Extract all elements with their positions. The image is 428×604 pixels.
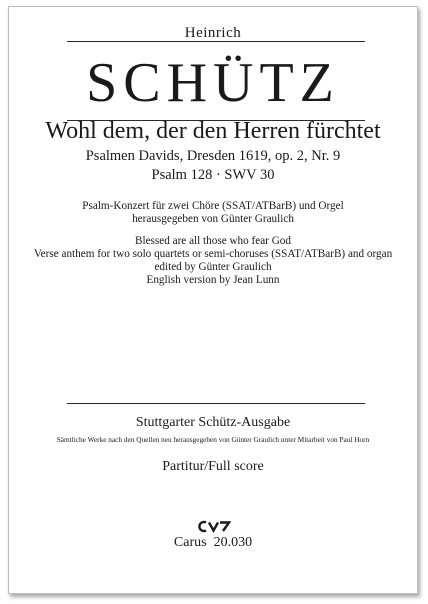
series-subtitle: Sämtliche Werke nach den Quellen neu herausgegeben von Günter Graulich unter Mitarbeit von Paul Horn: [56, 435, 370, 444]
cover-page: [8, 6, 418, 594]
german-description-line: herausgegeben von Günter Graulich: [132, 213, 294, 225]
score-type: Partitur/Full score: [162, 459, 264, 474]
english-description-line: edited by Günter Graulich: [154, 261, 272, 273]
english-description-line: English version by Jean Lunn: [146, 274, 280, 286]
series-rule: [67, 403, 365, 404]
work-title: Wohl dem, der den Herren fürchtet: [45, 118, 381, 144]
series-name: Stuttgarter Schütz-Ausgabe: [135, 415, 291, 430]
composer-surname: SCHÜTZ: [86, 52, 340, 114]
composer-first-name: Heinrich: [184, 25, 242, 41]
english-description-line: Verse anthem for two solo quartets or semi-choruses (SSAT/ATBarB) and organ: [33, 248, 393, 260]
english-description-line: Blessed are all those who fear God: [135, 235, 291, 247]
german-description-line: Psalm-Konzert für zwei Chöre (SSAT/ATBarB) und Orgel: [82, 200, 344, 212]
cv-logo-icon: [197, 520, 231, 533]
work-catalog: Psalm 128 · SWV 30: [151, 167, 275, 183]
edition-number: Carus 20.030: [173, 535, 253, 550]
work-source: Psalmen Davids, Dresden 1619, op. 2, Nr. 9: [85, 148, 341, 164]
